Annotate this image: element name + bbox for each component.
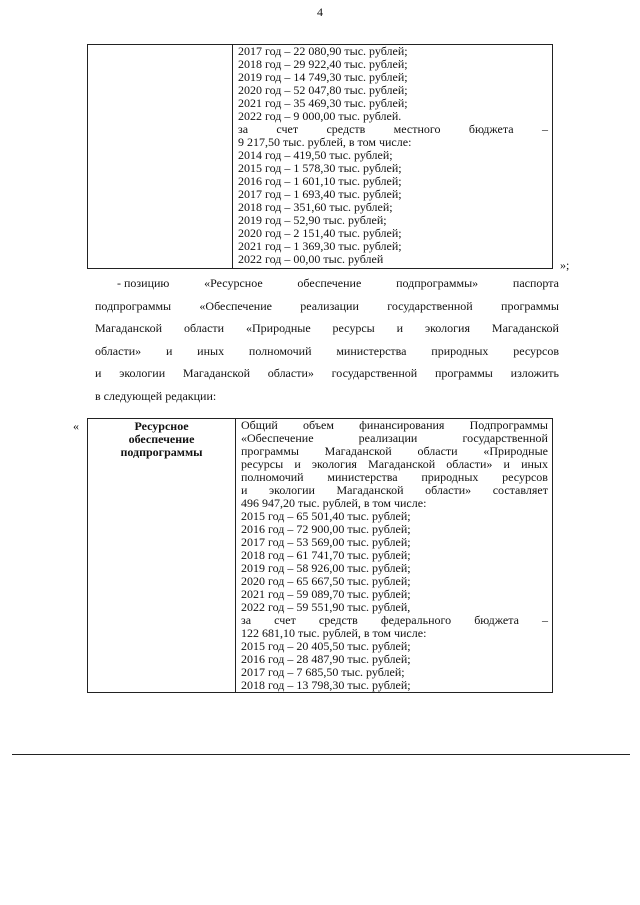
funding-row: 2017 год – 53 569,00 тыс. рублей; [241, 536, 411, 549]
word: министерства [336, 343, 407, 358]
word: Магаданской [324, 444, 392, 458]
word: области [417, 444, 458, 458]
word: области» [446, 457, 493, 471]
funding-row: 2019 год – 14 749,30 тыс. рублей; [238, 71, 408, 84]
local-row: 2017 год – 1 693,40 тыс. рублей; [238, 188, 402, 201]
word: иных [197, 343, 225, 358]
word: реализации [358, 431, 418, 445]
page-number: 4 [317, 5, 323, 19]
resource-provision-label [88, 419, 236, 693]
footer-divider [12, 754, 630, 755]
word: программы [501, 298, 559, 313]
paragraph-line [95, 295, 559, 318]
funding-row: 2015 год – 65 501,40 тыс. рублей; [241, 510, 411, 523]
word: в следующей редакции: [95, 388, 217, 403]
local-row: 2014 год – 419,50 тыс. рублей; [238, 149, 393, 162]
word: и [95, 366, 102, 381]
word: обеспечение [297, 276, 362, 290]
federal-row: 2016 год – 28 487,90 тыс. рублей; [241, 653, 411, 666]
word: Магаданской [336, 483, 404, 497]
label-line: Ресурсное [134, 420, 189, 433]
word: изложить [510, 366, 559, 381]
funding-row: 2020 год – 52 047,80 тыс. рублей; [238, 84, 408, 97]
word: Магаданской [368, 457, 436, 471]
word: ресурсы [332, 321, 375, 336]
word: - позицию [117, 276, 170, 290]
word: «Обеспечение [199, 298, 272, 313]
word: государственной [331, 366, 418, 381]
paragraph-line [95, 272, 559, 295]
word: составляет [492, 483, 548, 497]
local-budget-line [238, 123, 548, 136]
word: области [183, 321, 225, 336]
paragraph-line [95, 340, 559, 363]
word: за [241, 613, 252, 627]
word: бюджета [468, 122, 514, 136]
paragraph-line [95, 385, 559, 408]
word: реализации [300, 298, 359, 313]
funding-row: 2018 год – 29 922,40 тыс. рублей; [238, 58, 408, 71]
word: – [542, 613, 548, 627]
funding-row: 2022 год – 59 551,90 тыс. рублей, [241, 601, 411, 614]
word: подпрограммы» [396, 276, 479, 290]
funding-row: 2022 год – 9 000,00 тыс. рублей. [238, 110, 402, 123]
word: Магаданской [95, 321, 163, 336]
resource-provision-content [236, 419, 553, 693]
word: и [241, 483, 248, 497]
word: Магаданской [491, 321, 559, 336]
funding-table-continued [87, 44, 553, 269]
table1-left-cell [88, 45, 233, 269]
word: федерального [380, 613, 452, 627]
funding-row: 2016 год – 72 900,00 тыс. рублей; [241, 523, 411, 536]
local-row: 2019 год – 52,90 тыс. рублей; [238, 214, 387, 227]
word: счет [276, 122, 299, 136]
word: ресурсов [513, 343, 559, 358]
local-row: 2020 год – 2 151,40 тыс. рублей; [238, 227, 402, 240]
local-total: 9 217,50 тыс. рублей, в том числе: [238, 136, 412, 149]
word: объем [303, 418, 334, 432]
word: ресурсов [502, 470, 548, 484]
federal-total: 122 681,10 тыс. рублей, в том числе: [241, 627, 427, 640]
label-line: обеспечение [128, 433, 195, 446]
word: финансирования [359, 418, 445, 432]
word: экология [311, 457, 357, 471]
word: за [238, 122, 249, 136]
funding-row: 2021 год – 35 469,30 тыс. рублей; [238, 97, 408, 110]
funding-row: 2021 год – 59 089,70 тыс. рублей; [241, 588, 411, 601]
local-row: 2021 год – 1 369,30 тыс. рублей; [238, 240, 402, 253]
local-row: 2015 год – 1 578,30 тыс. рублей; [238, 162, 402, 175]
word: и [294, 457, 301, 471]
word: подпрограммы [95, 298, 172, 313]
word: средств [326, 122, 366, 136]
word: полномочий [248, 343, 312, 358]
label-line: подпрограммы [120, 446, 203, 459]
paragraph-line [95, 362, 559, 385]
word: Подпрограммы [469, 418, 548, 432]
word: экологии [268, 483, 315, 497]
word: области» [95, 343, 142, 358]
word: экология [424, 321, 471, 336]
intro-line [241, 484, 548, 497]
word: области» [267, 366, 314, 381]
word: – [541, 122, 548, 136]
local-row: 2022 год – 00,00 тыс. рублей [238, 253, 384, 266]
funding-row: 2017 год – 22 080,90 тыс. рублей; [238, 45, 408, 58]
word: министерства [327, 470, 398, 484]
word: программы [241, 444, 299, 458]
paragraph-line [95, 317, 559, 340]
word: «Обеспечение [241, 431, 314, 445]
word: государственной [387, 298, 473, 313]
word: природных [431, 343, 489, 358]
word: иных [521, 457, 548, 471]
word: программы [434, 366, 493, 381]
word: полномочий [241, 470, 304, 484]
word: «Природные [245, 321, 311, 336]
federal-row: 2015 год – 20 405,50 тыс. рублей; [241, 640, 411, 653]
word: бюджета [474, 613, 519, 627]
amendment-paragraph [95, 272, 559, 408]
word: средств [318, 613, 358, 627]
federal-row: 2018 год – 13 798,30 тыс. рублей; [241, 679, 411, 692]
word: местного [393, 122, 441, 136]
word: Общий [241, 418, 278, 432]
word: экологии [119, 366, 166, 381]
federal-row: 2017 год – 7 685,50 тыс. рублей; [241, 666, 405, 679]
word: природных [421, 470, 479, 484]
local-row: 2018 год – 351,60 тыс. рублей; [238, 201, 393, 214]
funding-row: 2018 год – 61 741,70 тыс. рублей; [241, 549, 411, 562]
word: государственной [462, 431, 548, 445]
federal-budget-line [241, 614, 548, 627]
word: Магаданской [182, 366, 250, 381]
word: и [165, 343, 173, 358]
resource-provision-table [87, 418, 553, 693]
word: паспорта [512, 276, 559, 290]
total-line: 496 947,20 тыс. рублей, в том числе: [241, 497, 427, 510]
word: «Природные [483, 444, 548, 458]
funding-row: 2019 год – 58 926,00 тыс. рублей; [241, 562, 411, 575]
table1-right-cell [233, 45, 553, 269]
local-row: 2016 год – 1 601,10 тыс. рублей; [238, 175, 402, 188]
word: и [503, 457, 510, 471]
word: и [396, 321, 404, 336]
opening-quote: « [73, 419, 79, 433]
closing-quote: »; [560, 258, 570, 272]
word: области» [425, 483, 472, 497]
word: ресурсы [241, 457, 284, 471]
word: «Ресурсное [204, 276, 263, 290]
funding-row: 2020 год – 65 667,50 тыс. рублей; [241, 575, 411, 588]
word: счет [274, 613, 296, 627]
